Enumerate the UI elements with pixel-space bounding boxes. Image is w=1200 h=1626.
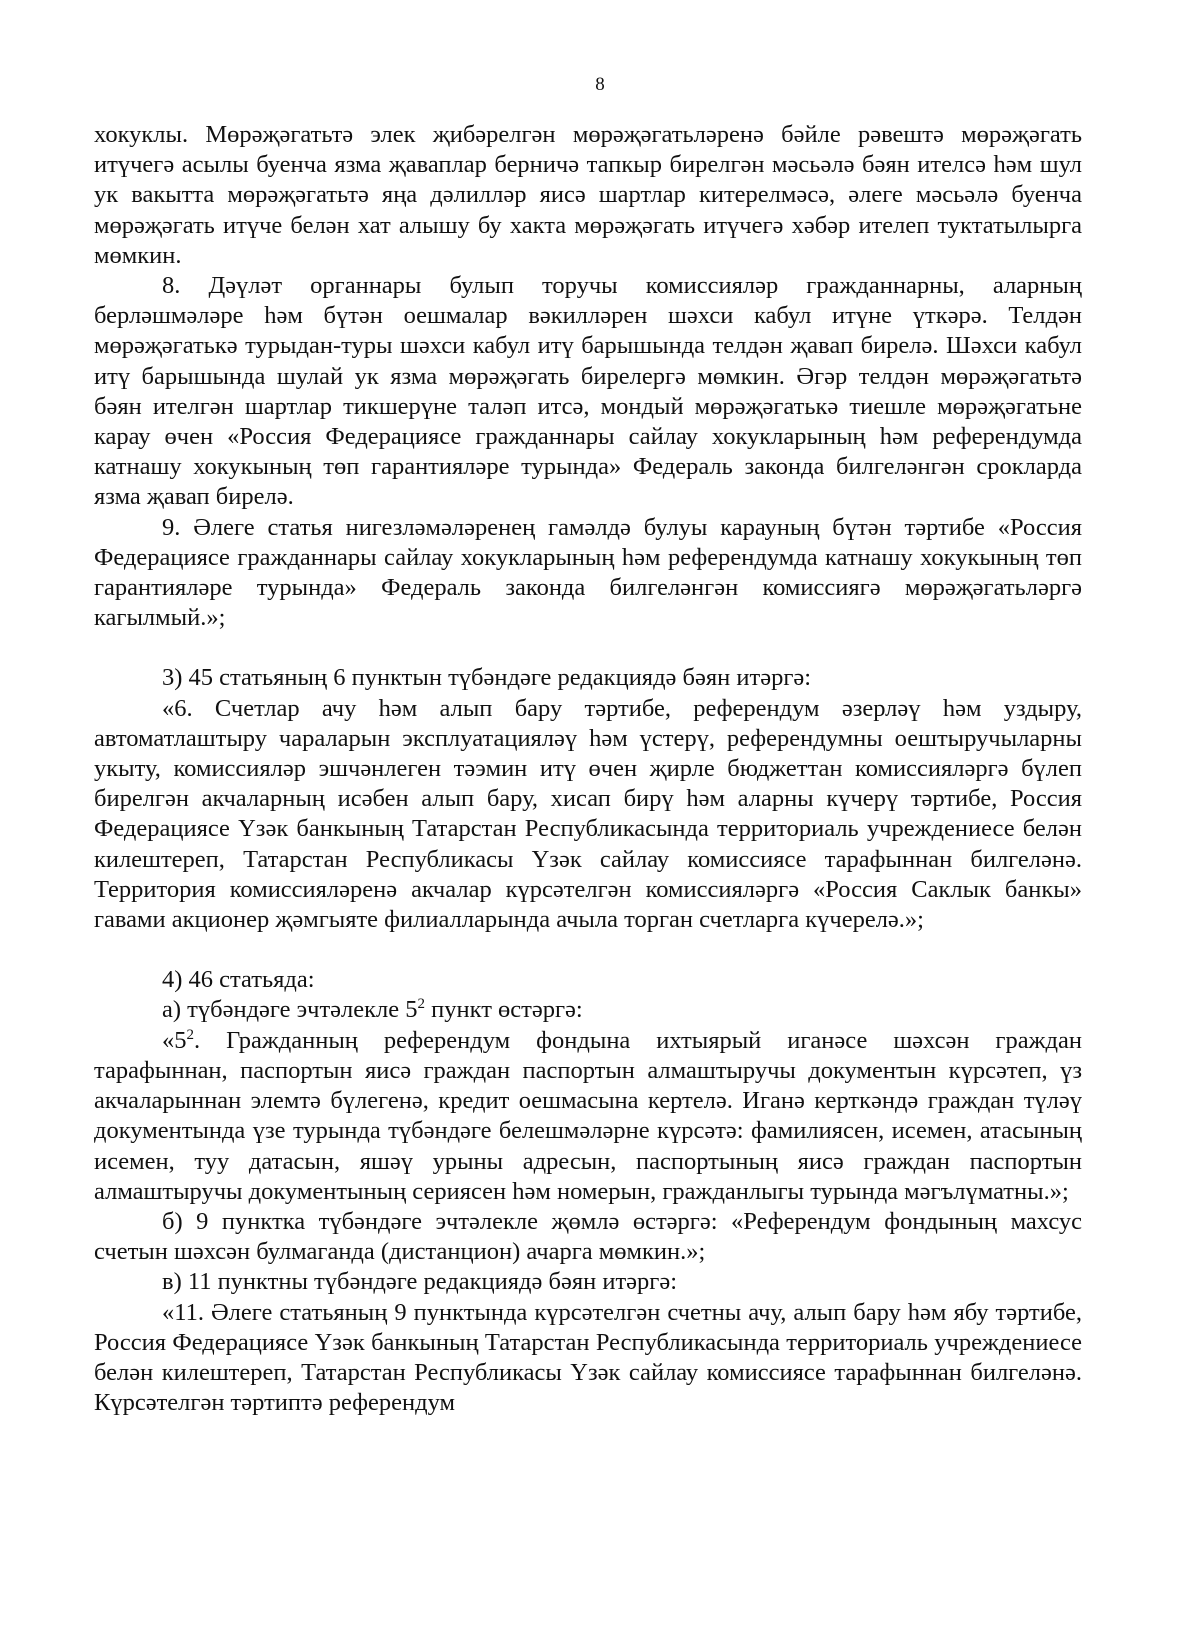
paragraph-subitem-a bbox=[94, 995, 1082, 1025]
subitem-a-text-end: пункт өстәргә: bbox=[425, 996, 583, 1024]
paragraph-item-8: 8. Дәүләт органнары булып торучы комиссияләр гражданнарны, аларның берләшмәләре һәм бүтән оешмалар вәкилләрен шәхси кабул итүне үткәрә. Телдән мөрәҗәгатькә турыдан-туры шәхси кабул итү барышында телдән җавап бирелә. Шәхси кабул итү барышында шулай ук язма мөрәҗәгать бирелергә мөмкин. Әгәр телдән мөрәҗәгатьтә бәян ителгән шартлар тикшерүне таләп итсә, мондый мөрәҗәгатькә тиешле мөрәҗәгатьне карау өчен «Россия Федерациясе гражданнары сайлау хокукларының һәм референдумда катнашу хокукының төп гарантияләре турында» Федераль законда билгеләнгән срокларда язма җавап бирелә. bbox=[94, 272, 1082, 511]
paragraph-quote-11: «11. Әлеге статьяның 9 пунктында күрсәтелгән счетны ачу, алып бару һәм ябу тәртибе, Россия Федерациясе Үзәк банкының Татарстан Республикасында территориаль учреждениесе белән килештереп, Татарстан Республикасы Үзәк сайлау комиссиясе тарафыннан билгеләнә. Күрсәтелгән тәртиптә референдум bbox=[94, 1298, 1082, 1417]
paragraph-subitem-b: б) 9 пунктка түбәндәге эчтәлекле җөмлә өстәргә: «Референдум фондының махсус счетын шәхсән булмаганда (дистанцион) ачарга мөмкин.»; bbox=[94, 1207, 1082, 1266]
paragraph-continuation: хокуклы. Мөрәҗәгатьтә элек җибәрелгән мөрәҗәгатьләренә бәйле рәвештә мөрәҗәгать итүчегә асылы буенча язма җаваплар берничә тапкыр бирелгән мәсьәлә бәян ителсә һәм шул ук вакытта мөрәҗәгатьтә яңа дәлилләр яисә шартлар китерелмәсә, әлеге мәсьәлә буенча мөрәҗәгать итүче белән хат алышу бу хакта мөрәҗәгать итүчегә хәбәр ителеп туктатылырга мөмкин. bbox=[94, 121, 1082, 269]
superscript-2: 2 bbox=[417, 996, 426, 1013]
paragraph-amendment-4: 4) 46 статьяда: bbox=[162, 966, 315, 994]
quote-5-2-text: . Гражданның референдум фондына ихтыярый иганәсе шәхсән граждан тарафыннан, паспортын яисә граждан паспортын алмаштыручы документын күрсәтеп, үз акчаларыннан элемтә бүлегенә, кредит оешмасына кертелә. Иганә керткәндә граждан түләү документында үзе турында түбәндәге белешмәләрне күрсәтә: фамилиясен, исемен, атасының исемен, туу датасын, яшәү урыны адресын, паспортының яисә граждан паспортын алмаштыручы документының сериясен һәм номерын, гражданлыгы турында мәгълүматны.»; bbox=[94, 1026, 1082, 1205]
paragraph-quote-5-2 bbox=[94, 1026, 1082, 1207]
page-number: 8 bbox=[595, 74, 605, 95]
document-body bbox=[94, 120, 1082, 1418]
quote-5-2-start: «5 bbox=[162, 1026, 187, 1054]
paragraph-subitem-v: в) 11 пунктны түбәндәге редакциядә бәян итәргә: bbox=[162, 1268, 678, 1296]
subitem-a-text-start: а) түбәндәге эчтәлекле 5 bbox=[162, 996, 418, 1024]
paragraph-item-9: 9. Әлеге статья нигезләмәләренең гамәлдә булуы карауның бүтән тәртибе «Россия Федерациясе гражданнары сайлау хокукларының һәм референдумда катнашу хокукының төп гарантияләре турында» Федераль законда билгеләнгән комиссиягә мөрәҗәгатьләргә кагылмый.»; bbox=[94, 513, 1082, 632]
superscript-2: 2 bbox=[186, 1026, 194, 1043]
paragraph-quote-6: «6. Счетлар ачу һәм алып бару тәртибе, референдум әзерләү һәм уздыру, автоматлаштыру чараларын эксплуатацияләү һәм үстерү, референдумны оештыручыларны укыту, комиссияләр эшчәнлеген тәэмин итү өчен җирле бюджеттан комиссияләргә бүлеп бирелгән акчаларның исәбен алып бару, хисап бирү һәм аларны күчерү тәртибе, Россия Федерациясе Үзәк банкының Татарстан Республикасында территориаль учреждениесе белән килештереп, Татарстан Республикасы Үзәк сайлау комиссиясе тарафыннан билгеләнә. Территория комиссияләренә акчалар күрсәтелгән комиссияләргә «Россия Саклык банкы» гавами акционер җәмгыяте филиалларында ачыла торган счетларга күчерелә.»; bbox=[94, 694, 1082, 934]
paragraph-amendment-3: 3) 45 статьяның 6 пунктын түбәндәге редакциядә бәян итәргә: bbox=[162, 664, 812, 692]
